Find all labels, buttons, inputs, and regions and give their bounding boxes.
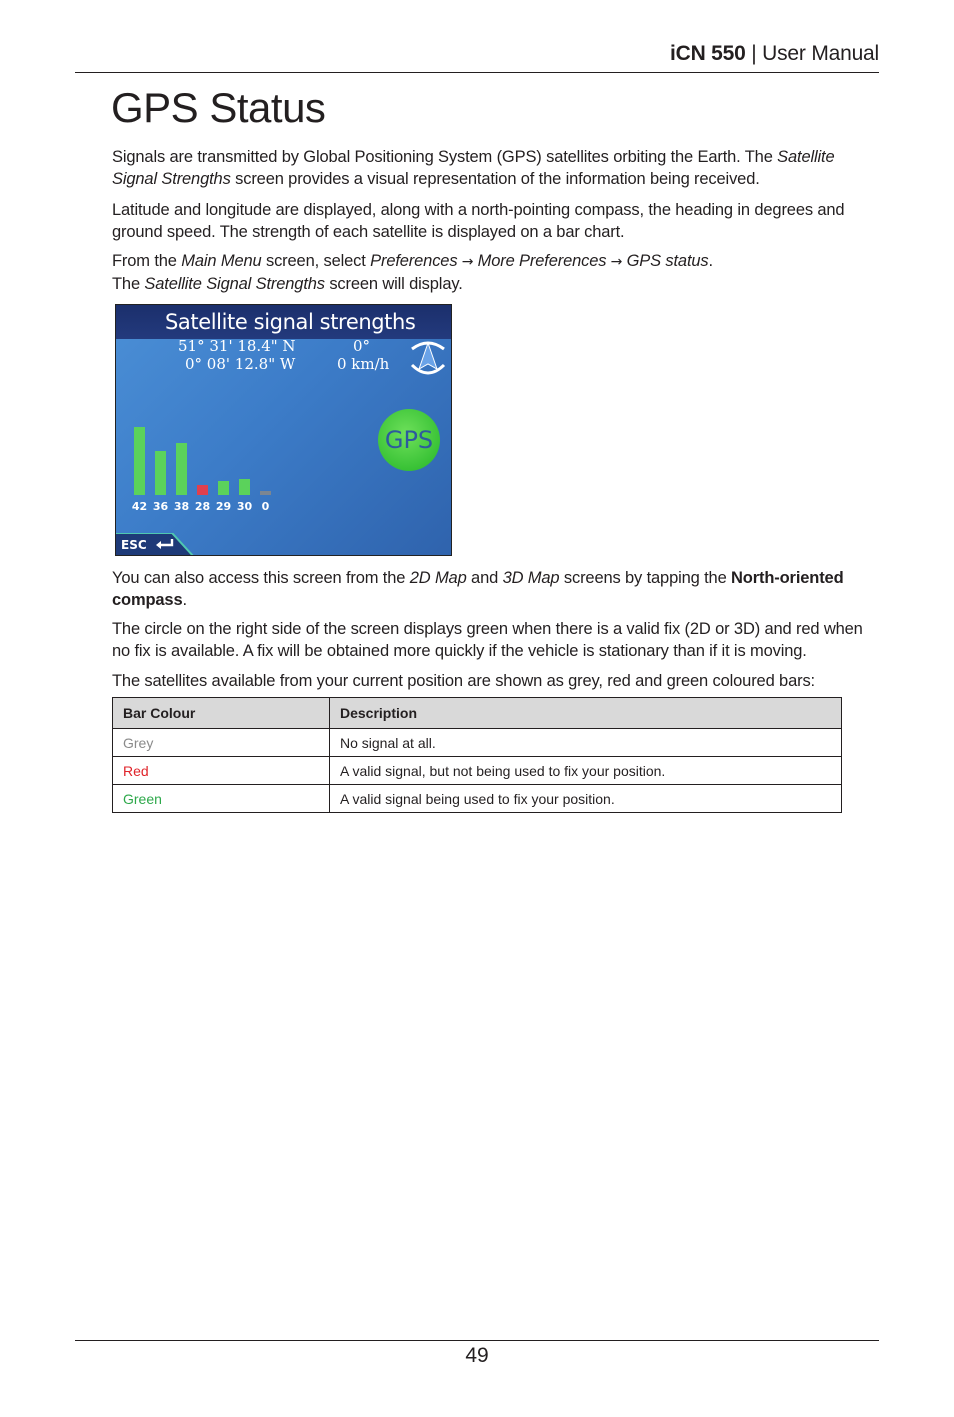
satellite-bar	[239, 479, 250, 495]
screen-name: 2D Map	[409, 569, 467, 587]
text: screens by tapping the	[559, 569, 732, 587]
table-row	[113, 729, 842, 757]
text: You can also access this screen from the	[112, 569, 410, 587]
gps-fix-indicator	[378, 409, 440, 471]
menu-name: Main Menu	[181, 252, 262, 270]
table-header-colour: Bar Colour	[113, 698, 330, 729]
satellite-id-label: 29	[215, 500, 232, 513]
arrow-icon: →	[606, 254, 627, 270]
description-cell: A valid signal being used to fix your position.	[330, 785, 842, 813]
description-cell: A valid signal, but not being used to fix your position.	[330, 757, 842, 785]
colour-cell-green: Green	[113, 785, 330, 813]
header-separator: |	[745, 42, 763, 65]
return-arrow-icon	[155, 538, 175, 550]
text: screen, select	[261, 252, 371, 270]
satellite-bar	[176, 443, 187, 495]
satellite-id-label: 30	[236, 500, 253, 513]
text: screen will display.	[324, 275, 463, 293]
satellite-id-label: 0	[261, 500, 270, 513]
table-row	[113, 757, 842, 785]
paragraph-access	[112, 567, 877, 611]
text: screen provides a visual representation of the information being received.	[230, 170, 760, 188]
colour-cell-grey: Grey	[113, 729, 330, 757]
text: .	[708, 252, 713, 270]
satellite-screen-screenshot	[115, 304, 452, 556]
paragraph-intro	[112, 146, 877, 190]
header-rule	[75, 72, 879, 73]
table-header-row	[113, 698, 842, 729]
screen-name: Satellite Signal Strengths	[112, 148, 835, 188]
satellite-bar	[134, 427, 145, 495]
screen-name: 3D Map	[502, 569, 560, 587]
table-row	[113, 785, 842, 813]
satellite-id-label: 36	[152, 500, 169, 513]
esc-button[interactable]	[121, 538, 175, 552]
page-header	[670, 42, 879, 66]
screen-name: Satellite Signal Strengths	[144, 275, 325, 293]
table-header-description: Description	[330, 698, 842, 729]
menu-name: GPS status	[626, 252, 709, 270]
heading-readout: 0°	[353, 337, 371, 355]
gps-fix-label: GPS	[384, 426, 434, 454]
text: From the	[112, 252, 182, 270]
footer-rule	[75, 1340, 879, 1341]
satellite-bar	[155, 451, 166, 495]
satellite-bar	[197, 485, 208, 495]
paragraph-details: Latitude and longitude are displayed, along with a north-pointing compass, the heading in degrees and ground speed. The strength of each satellite is displayed on a bar chart.	[112, 201, 845, 241]
paragraph-fix-circle: The circle on the right side of the screen displays green when there is a valid fix (2D or 3D) and red when no fix is available. A fix will be obtained more quickly if the vehicle is stationary than if it is moving.	[112, 620, 863, 660]
satellite-id-label: 42	[131, 500, 148, 513]
screen-title: Satellite signal strengths	[165, 310, 416, 334]
satellite-bar	[260, 491, 271, 495]
bar-colour-table	[112, 697, 842, 813]
text: .	[182, 591, 187, 609]
page-number: 49	[465, 1344, 489, 1367]
paragraph-navigation	[112, 250, 877, 295]
longitude-readout: 0° 08' 12.8" W	[185, 355, 296, 373]
latitude-readout: 51° 31' 18.4" N	[178, 337, 296, 355]
text: Signals are transmitted by Global Positioning System (GPS) satellites orbiting the Earth. The	[112, 148, 778, 166]
text: and	[466, 569, 503, 587]
description-cell: No signal at all.	[330, 729, 842, 757]
speed-readout: 0 km/h	[337, 355, 390, 373]
text: The	[112, 275, 145, 293]
control-name: North-oriented compass	[112, 569, 844, 609]
satellite-bar	[218, 481, 229, 495]
menu-name: More Preferences	[477, 252, 607, 270]
satellite-id-label: 38	[173, 500, 190, 513]
paragraph-bars: The satellites available from your current position are shown as grey, red and green coloured bars:	[112, 672, 815, 690]
manual-label: User Manual	[762, 42, 879, 65]
satellite-id-label: 28	[194, 500, 211, 513]
colour-cell-red: Red	[113, 757, 330, 785]
page-title: GPS Status	[111, 84, 326, 131]
arrow-icon: →	[457, 254, 478, 270]
product-name: iCN 550	[669, 42, 746, 65]
esc-label: ESC	[121, 538, 147, 552]
menu-name: Preferences	[370, 252, 458, 270]
